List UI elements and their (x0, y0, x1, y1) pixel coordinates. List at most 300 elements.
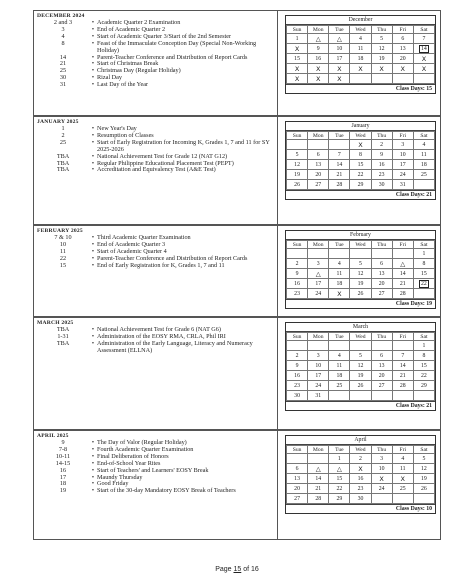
calendar-page (33, 10, 441, 540)
day-value: 13 (294, 475, 300, 482)
event-text: End-of-School Year Rites (97, 459, 161, 467)
calendar-day (392, 74, 413, 84)
day-value: 11 (357, 45, 364, 52)
calendar-day (371, 34, 392, 44)
event-date: 7-8 (58, 445, 68, 453)
calendar-day (329, 494, 350, 504)
bullet-icon: • (91, 240, 95, 248)
day-value: 11 (399, 465, 406, 472)
calendar-day (392, 160, 413, 170)
day-value: 28 (399, 382, 406, 389)
day-value: X (358, 64, 363, 73)
calendar-day (329, 54, 350, 64)
bullet-icon: • (91, 473, 95, 481)
event-text: Resumption of Classes (97, 131, 154, 139)
calendar-day (329, 361, 350, 371)
weekday-mon: Mon (308, 26, 329, 34)
no-class-mark-icon (329, 289, 350, 299)
day-value: 16 (294, 372, 300, 379)
calendar-day (413, 44, 434, 54)
calendar-day (392, 464, 413, 474)
weekday-sun: Sun (287, 241, 308, 249)
no-class-mark-icon (329, 64, 350, 74)
day-value: 10 (336, 45, 343, 52)
weekday-wed: Wed (350, 446, 371, 454)
day-value: 12 (294, 161, 300, 168)
month-header: APRIL 2025 (37, 433, 69, 439)
calendar-day (350, 494, 371, 504)
calendar-day (413, 140, 434, 150)
bullet-icon: • (91, 234, 95, 241)
day-value: 9 (380, 151, 384, 158)
calendar-day (371, 494, 392, 504)
day-value: 1 (422, 250, 426, 257)
weekday-sun: Sun (287, 446, 308, 454)
calendar-day (308, 351, 329, 361)
day-value: 14 (399, 270, 406, 277)
day-value: X (400, 474, 405, 483)
month-header: MARCH 2025 (37, 320, 74, 326)
event-item (37, 140, 274, 154)
bullet-icon: • (91, 254, 95, 262)
calendar-day (371, 259, 392, 269)
event-text: Administration of the Early Language, Literacy and Numeracy Assessment (ELLNA) (97, 339, 253, 354)
class-days-count: Class Days: 15 (286, 84, 435, 93)
day-value: 16 (378, 161, 385, 168)
day-value: 25 (336, 382, 343, 389)
day-value: 10 (315, 362, 322, 369)
day-value: 8 (422, 352, 426, 359)
event-text: Feast of the Immaculate Conception Day (Special Non-Working Holiday) (97, 39, 257, 54)
calendar-wrapper (278, 431, 440, 539)
calendar-grid (286, 25, 435, 84)
exam-triangle-icon (308, 34, 329, 44)
day-value: 7 (337, 151, 341, 158)
event-text: New Year's Day (97, 125, 137, 132)
day-value: 3 (316, 260, 320, 267)
weekday-tue: Tue (329, 446, 350, 454)
bullet-icon: • (91, 125, 95, 132)
weekday-sat: Sat (413, 446, 434, 454)
calendar-day (413, 371, 434, 381)
week-row (287, 64, 435, 74)
day-value: 12 (378, 45, 385, 52)
weekday-sun: Sun (287, 26, 308, 34)
calendar-grid (286, 240, 435, 299)
event-date: 7 & 10 (54, 234, 72, 241)
event-date: 18 (59, 480, 67, 488)
weekday-sun: Sun (287, 132, 308, 140)
day-value: 20 (315, 171, 322, 178)
day-value: 5 (380, 35, 384, 42)
calendar-day (329, 279, 350, 289)
day-value: X (421, 54, 427, 63)
calendar-day (371, 180, 392, 190)
bullet-icon: • (91, 60, 95, 68)
calendar-day (287, 361, 308, 371)
calendar-day (392, 140, 413, 150)
day-value: 27 (315, 181, 322, 188)
calendar-day (287, 279, 308, 289)
event-text: End of Academic Quarter 2 (97, 25, 166, 33)
day-value: 22 (421, 280, 427, 287)
event-date: 11 (60, 247, 66, 255)
calendar-day (371, 150, 392, 160)
calendar-day (371, 279, 392, 289)
day-value: 14 (315, 475, 322, 482)
calendar-day (350, 74, 371, 84)
day-value: 27 (294, 495, 300, 502)
week-row (287, 341, 435, 351)
week-row (287, 54, 435, 64)
day-value: 29 (357, 181, 364, 188)
day-value: 4 (359, 35, 362, 42)
month-section-february (33, 225, 441, 317)
week-row (287, 259, 435, 269)
event-date: 1-31 (57, 332, 69, 340)
event-date: 4 (61, 32, 65, 40)
day-value: 23 (378, 171, 385, 178)
day-value: 28 (315, 495, 322, 502)
event-text: Regular Philippine Educational Placement Test (PEPT) (97, 159, 234, 167)
day-value: 4 (337, 352, 341, 359)
no-class-mark-icon (308, 64, 329, 74)
event-date: 8 (61, 39, 65, 47)
day-value: 30 (294, 392, 300, 399)
day-value: 10 (399, 151, 406, 158)
calendar-day (413, 289, 434, 299)
day-value: X (379, 474, 384, 483)
day-value: 9 (295, 270, 299, 277)
event-date: TBA (56, 326, 70, 333)
month-calendar (285, 15, 436, 94)
calendar-title: December (286, 16, 435, 25)
month-calendar (285, 121, 436, 200)
calendar-day (329, 351, 350, 361)
exam-triangle-icon (329, 34, 350, 44)
calendar-wrapper (278, 226, 440, 316)
week-row (287, 34, 435, 44)
day-value: 6 (316, 151, 320, 158)
month-section-december (33, 10, 441, 116)
calendar-day (329, 269, 350, 279)
event-date: 14-15 (55, 459, 71, 467)
day-value: X (358, 140, 363, 149)
calendar-day (371, 249, 392, 259)
weekday-fri: Fri (392, 446, 413, 454)
calendar-day (287, 371, 308, 381)
no-class-mark-icon (392, 64, 413, 74)
day-value: 2 (295, 260, 299, 267)
weekday-fri: Fri (392, 132, 413, 140)
calendar-day (350, 289, 371, 299)
calendar-day (287, 259, 308, 269)
calendar-day (329, 140, 350, 150)
week-row (287, 140, 435, 150)
calendar-day (413, 279, 434, 289)
day-value: 1 (422, 342, 426, 349)
weekday-sat: Sat (413, 241, 434, 249)
day-value: 12 (357, 362, 364, 369)
day-value: 7 (401, 352, 405, 359)
event-date: 22 (59, 254, 67, 262)
calendar-day (287, 464, 308, 474)
weekday-wed: Wed (350, 132, 371, 140)
event-item (37, 75, 274, 82)
event-date: 2 and 3 (53, 19, 73, 26)
calendar-day (329, 259, 350, 269)
day-value: 12 (357, 270, 364, 277)
calendar-day (371, 371, 392, 381)
calendar-day (350, 54, 371, 64)
week-row (287, 454, 435, 464)
calendar-day (287, 249, 308, 259)
week-row (287, 150, 435, 160)
footer-middle: of (241, 566, 252, 573)
day-value: 19 (357, 280, 364, 287)
event-date: TBA (56, 166, 70, 174)
day-value: 16 (315, 55, 322, 62)
month-header: FEBRUARY 2025 (37, 228, 83, 234)
day-value: 6 (401, 35, 405, 42)
calendar-day (371, 289, 392, 299)
calendar-day (392, 484, 413, 494)
event-text: Rizal Day (97, 74, 122, 82)
day-value: 21 (336, 171, 343, 178)
bullet-icon: • (91, 247, 95, 255)
event-date: 14 (59, 53, 67, 61)
calendar-day (392, 279, 413, 289)
calendar-day (287, 289, 308, 299)
event-date: 15 (59, 261, 67, 269)
day-value: 13 (315, 161, 322, 168)
week-row (287, 289, 435, 299)
calendar-day (329, 454, 350, 464)
calendar-day (308, 180, 329, 190)
event-date: 25 (59, 67, 67, 75)
event-date: 1 (61, 125, 65, 132)
month-calendar (285, 322, 436, 411)
bullet-icon: • (91, 152, 95, 160)
bullet-icon: • (91, 159, 95, 167)
day-value: 20 (399, 55, 406, 62)
event-text: Start of Academic Quarter 4 (97, 247, 167, 255)
day-value: 12 (421, 465, 427, 472)
exam-triangle-icon (329, 464, 350, 474)
weekday-sat: Sat (413, 333, 434, 341)
calendar-day (308, 341, 329, 351)
day-value: 17 (336, 55, 343, 62)
event-text: End of Academic Quarter 3 (97, 240, 166, 248)
event-date: TBA (56, 152, 70, 160)
event-text: Start of the 30-day Mandatory EOSY Break of Teachers (97, 487, 236, 495)
calendar-day (371, 361, 392, 371)
calendar-day (287, 34, 308, 44)
event-item (37, 341, 274, 355)
day-value: 6 (380, 352, 384, 359)
weekday-tue: Tue (329, 241, 350, 249)
calendar-day (413, 381, 434, 391)
page-footer (0, 566, 474, 573)
weekday-fri: Fri (392, 241, 413, 249)
bullet-icon: • (91, 53, 95, 61)
calendar-day (308, 44, 329, 54)
calendar-day (371, 381, 392, 391)
calendar-day (413, 180, 434, 190)
event-item (37, 41, 274, 55)
weekday-header-row (287, 132, 435, 140)
day-value: 22 (336, 485, 343, 492)
calendar-wrapper (278, 117, 440, 224)
calendar-day (287, 170, 308, 180)
day-value: 1 (295, 35, 299, 42)
event-item (37, 68, 274, 75)
day-value: 18 (336, 280, 343, 287)
day-value: 24 (378, 485, 385, 492)
exam-triangle-icon (308, 464, 329, 474)
event-item (37, 167, 274, 174)
week-row (287, 269, 435, 279)
bullet-icon: • (91, 74, 95, 82)
calendar-day (392, 44, 413, 54)
day-value: 4 (401, 455, 405, 462)
calendar-day (392, 170, 413, 180)
day-value: X (315, 64, 321, 73)
no-class-mark-icon (392, 474, 413, 484)
footer-total-pages: 16 (251, 566, 259, 573)
calendar-day (413, 341, 434, 351)
bullet-icon: • (91, 138, 95, 146)
event-item (37, 82, 274, 89)
day-value: 25 (399, 485, 406, 492)
calendar-day (329, 44, 350, 54)
events-column (34, 11, 278, 115)
calendar-day (413, 464, 434, 474)
calendar-day (308, 484, 329, 494)
month-section-january (33, 116, 441, 225)
calendar-day (308, 361, 329, 371)
weekday-tue: Tue (329, 333, 350, 341)
events-column (34, 226, 278, 316)
day-value: 2 (380, 141, 384, 148)
calendar-day (392, 54, 413, 64)
calendar-day (287, 54, 308, 64)
day-value: 19 (357, 372, 364, 379)
weekday-header-row (287, 26, 435, 34)
day-value: 3 (401, 141, 405, 148)
event-date: 17 (59, 473, 67, 481)
calendar-day (308, 474, 329, 484)
class-days-count: Class Days: 19 (286, 299, 435, 308)
day-value: X (294, 44, 300, 53)
calendar-day (329, 341, 350, 351)
calendar-day (413, 170, 434, 180)
event-date: 31 (59, 81, 67, 89)
week-row (287, 381, 435, 391)
event-text: Third Academic Quarter Examination (97, 234, 191, 241)
day-value: 6 (295, 465, 299, 472)
day-value: 26 (357, 382, 364, 389)
day-value: 28 (399, 290, 406, 297)
day-value: X (400, 64, 405, 73)
calendar-day (329, 381, 350, 391)
class-days-count: Class Days: 10 (286, 504, 435, 513)
weekday-thu: Thu (371, 333, 392, 341)
day-value: 7 (422, 35, 426, 42)
day-value: 15 (421, 270, 427, 277)
footer-prefix: Page (215, 566, 234, 573)
calendar-day (371, 44, 392, 54)
calendar-day (287, 454, 308, 464)
event-text: Start of Early Registration for Incoming K, Grades 1, 7 and 11 for SY 2025-2026 (97, 138, 270, 153)
calendar-day (392, 269, 413, 279)
day-value: 26 (294, 181, 300, 188)
event-text: National Achievement Test for Grade 6 (NAT G6) (97, 326, 221, 333)
calendar-day (287, 341, 308, 351)
month-header: JANUARY 2025 (37, 119, 79, 125)
no-class-mark-icon (308, 74, 329, 84)
calendar-title: February (286, 231, 435, 240)
day-value: 19 (294, 171, 300, 178)
calendar-day (413, 160, 434, 170)
day-value: 29 (421, 382, 427, 389)
calendar-day (308, 259, 329, 269)
day-value: 1 (337, 455, 341, 462)
bullet-icon: • (91, 19, 95, 26)
exam-triangle-icon (308, 269, 329, 279)
calendar-day (371, 160, 392, 170)
calendar-day (413, 391, 434, 401)
day-value: 20 (378, 280, 385, 287)
calendar-day (287, 180, 308, 190)
bullet-icon: • (91, 25, 95, 33)
day-value: 2 (359, 455, 362, 462)
calendar-grid (286, 332, 435, 401)
day-value: 30 (378, 181, 385, 188)
calendar-day (392, 34, 413, 44)
events-column (34, 431, 278, 539)
day-value: 27 (378, 382, 385, 389)
calendar-day (350, 351, 371, 361)
calendar-day (308, 289, 329, 299)
class-days-count: Class Days: 21 (286, 401, 435, 410)
day-value: 19 (378, 55, 385, 62)
calendar-day (350, 34, 371, 44)
day-value: 21 (399, 372, 406, 379)
calendar-day (329, 180, 350, 190)
day-value: 4 (337, 260, 341, 267)
day-value: 14 (421, 45, 427, 52)
calendar-day (392, 371, 413, 381)
weekday-mon: Mon (308, 132, 329, 140)
calendar-day (413, 454, 434, 464)
day-value: X (379, 64, 384, 73)
day-value: 28 (336, 181, 343, 188)
day-value: X (294, 64, 300, 73)
day-value: 26 (357, 290, 364, 297)
day-value: △ (400, 259, 406, 268)
weekday-thu: Thu (371, 132, 392, 140)
weekday-sat: Sat (413, 132, 434, 140)
day-value: 15 (294, 55, 300, 62)
bullet-icon: • (91, 459, 95, 467)
calendar-day (329, 391, 350, 401)
day-value: 14 (336, 161, 343, 168)
day-value: X (315, 74, 321, 83)
week-row (287, 474, 435, 484)
event-text: National Achievement Test for Grade 12 (NAT G12) (97, 152, 228, 160)
calendar-day (308, 381, 329, 391)
